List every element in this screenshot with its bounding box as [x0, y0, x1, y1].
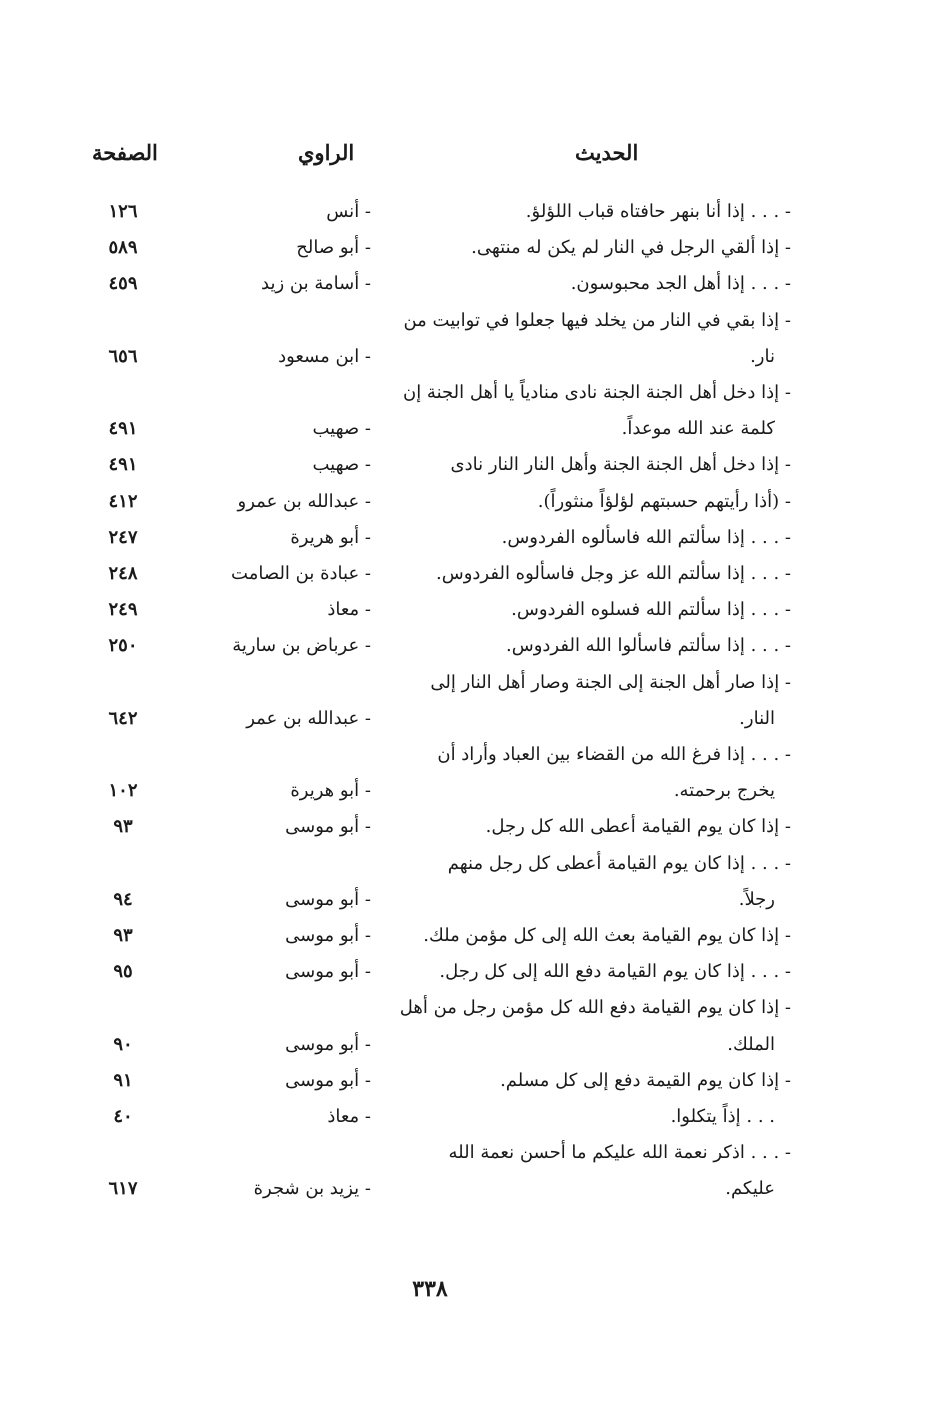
table-row [0, 881, 933, 918]
narrator: - عرباض بن سارية [232, 635, 371, 657]
page-ref: ٩٤ [113, 888, 133, 910]
hadith-text: - . . . إذا سألتم الله فاسألوه الفردوس. [501, 526, 791, 548]
header-narrator: الراوي [298, 140, 355, 165]
hadith-text: يخرج برحمته. [673, 780, 775, 802]
hadith-text: عليكم. [725, 1178, 775, 1200]
table-row [0, 736, 933, 773]
hadith-text: - . . . إذا أنا بنهر حافتاه قباب اللؤلؤ. [525, 201, 791, 222]
table-row [0, 374, 933, 411]
page-ref: ٤٩١ [108, 418, 138, 440]
table-row [0, 483, 933, 520]
narrator: - أبو صالح [296, 237, 371, 259]
narrator: - ابن مسعود [278, 345, 371, 367]
hadith-text: - . . . إذا أهل الجد محبوسون. [570, 273, 791, 295]
page-ref: ٦٥٦ [108, 345, 138, 367]
hadith-text: . . . إذاً يتكلوا. [670, 1106, 775, 1127]
narrator: - معاذ [327, 599, 371, 621]
table-row [0, 446, 933, 483]
table-row [0, 265, 933, 302]
table-row [0, 1098, 933, 1135]
page-ref: ٤٠ [113, 1106, 133, 1127]
page-ref: ٦٤٢ [108, 707, 138, 729]
hadith-text: - . . . إذا سألتم الله فسلوه الفردوس. [511, 599, 791, 621]
table-row [0, 808, 933, 845]
hadith-text: - . . . إذا سألتم الله عز وجل فاسألوه الفردوس. [436, 563, 791, 584]
page-ref: ٦١٧ [108, 1178, 138, 1200]
narrator: - أنس [326, 201, 371, 222]
table-row [0, 555, 933, 592]
hadith-text: - (أذا رأيتهم حسبتهم لؤلؤاً منثوراً). [537, 490, 791, 512]
page-ref: ٩١ [113, 1069, 133, 1091]
narrator: - أبو موسى [285, 1069, 371, 1091]
table-row [0, 700, 933, 737]
hadith-text: - إذا دخل أهل الجنة الجنة نادى منادياً يا أهل الجنة إن [402, 382, 791, 403]
hadith-text: النار. [739, 707, 775, 729]
page-ref: ٩٥ [113, 961, 133, 983]
page-ref: ٩٣ [113, 816, 133, 838]
narrator: - أبو موسى [285, 961, 371, 983]
page-ref: ٩٣ [113, 925, 133, 946]
table-row [0, 338, 933, 375]
table-row [0, 664, 933, 701]
hadith-text: - . . . إذا فرغ الله من القضاء بين العباد وأراد أن [437, 744, 791, 765]
hadith-text: الملك. [727, 1033, 775, 1055]
hadith-text: - . . . اذكر نعمة الله عليكم ما أحسن نعمة الله [448, 1142, 791, 1164]
hadith-text: - إذا صار أهل الجنة إلى الجنة وصار أهل النار إلى [430, 671, 791, 693]
page-ref: ١٢٦ [108, 201, 138, 222]
narrator: - عبادة بن الصامت [231, 563, 371, 584]
table-row [0, 410, 933, 447]
hadith-text: كلمة عند الله موعداً. [621, 418, 775, 440]
narrator: - يزيد بن شجرة [253, 1178, 371, 1200]
table-row [0, 1026, 933, 1063]
page-ref: ٢٤٩ [108, 599, 138, 621]
table-row [0, 1134, 933, 1171]
hadith-text: - . . . إذا كان يوم القيامة أعطى كل رجل منهم [447, 852, 791, 874]
table-row [0, 1062, 933, 1099]
narrator: - صهيب [312, 454, 371, 476]
page-ref: ٢٤٧ [108, 526, 138, 548]
page-ref: ٩٠ [113, 1033, 133, 1055]
table-row [0, 591, 933, 628]
hadith-text: - . . . إذا كان يوم القيامة دفع الله إلى كل رجل. [439, 961, 791, 983]
narrator: - عبدالله بن عمرو [237, 490, 371, 512]
hadith-text: - إذا كان يوم القيمة دفع إلى كل مسلم. [500, 1069, 791, 1091]
table-row [0, 302, 933, 339]
narrator: - صهيب [312, 418, 371, 440]
hadith-text: - إذا بقي في النار من يخلد فيها جعلوا في توابيت من [403, 309, 791, 331]
page-ref: ٤١٢ [108, 490, 138, 512]
page-ref: ٤٥٩ [108, 273, 138, 295]
table-row [0, 627, 933, 664]
narrator: - أبو هريرة [290, 526, 371, 548]
narrator: - عبدالله بن عمر [246, 707, 371, 729]
table-row [0, 845, 933, 882]
hadith-text: رجلاً. [738, 888, 775, 910]
page-ref: ١٠٢ [108, 780, 138, 802]
table-row [0, 519, 933, 556]
hadith-text: - إذا كان يوم القيامة أعطى الله كل رجل. [485, 816, 791, 838]
table-row [0, 193, 933, 230]
page-ref: ٤٩١ [108, 454, 138, 476]
table-row [0, 1170, 933, 1207]
header-page: الصفحة [92, 140, 158, 165]
page-ref: ٢٥٠ [108, 635, 138, 657]
table-row [0, 229, 933, 266]
hadith-text: نار. [750, 345, 775, 367]
table-row [0, 772, 933, 809]
narrator: - أبو موسى [285, 888, 371, 910]
narrator: - أبو موسى [285, 816, 371, 838]
hadith-text: - إذا كان يوم القيامة دفع الله كل مؤمن رجل من أهل [399, 997, 791, 1019]
table-row [0, 917, 933, 954]
hadith-text: - إذا دخل أهل الجنة الجنة وأهل النار النار نادى [450, 454, 791, 476]
hadith-text: - إذا ألقي الرجل في النار لم يكن له منتهى. [471, 237, 791, 259]
page-ref: ٥٨٩ [108, 237, 138, 259]
page-ref: ٢٤٨ [108, 563, 138, 584]
table-row [0, 953, 933, 990]
page-number: ٣٣٨ [412, 1276, 448, 1302]
header-hadith: الحديث [575, 140, 639, 165]
narrator: - معاذ [327, 1106, 371, 1127]
narrator: - أبو موسى [285, 925, 371, 946]
narrator: - أبو موسى [285, 1033, 371, 1055]
narrator: - أبو هريرة [290, 780, 371, 802]
narrator: - أسامة بن زيد [261, 273, 371, 295]
table-row [0, 989, 933, 1026]
hadith-text: - . . . إذا سألتم فاسألوا الله الفردوس. [506, 635, 791, 657]
hadith-text: - إذا كان يوم القيامة بعث الله إلى كل مؤمن ملك. [423, 925, 791, 946]
